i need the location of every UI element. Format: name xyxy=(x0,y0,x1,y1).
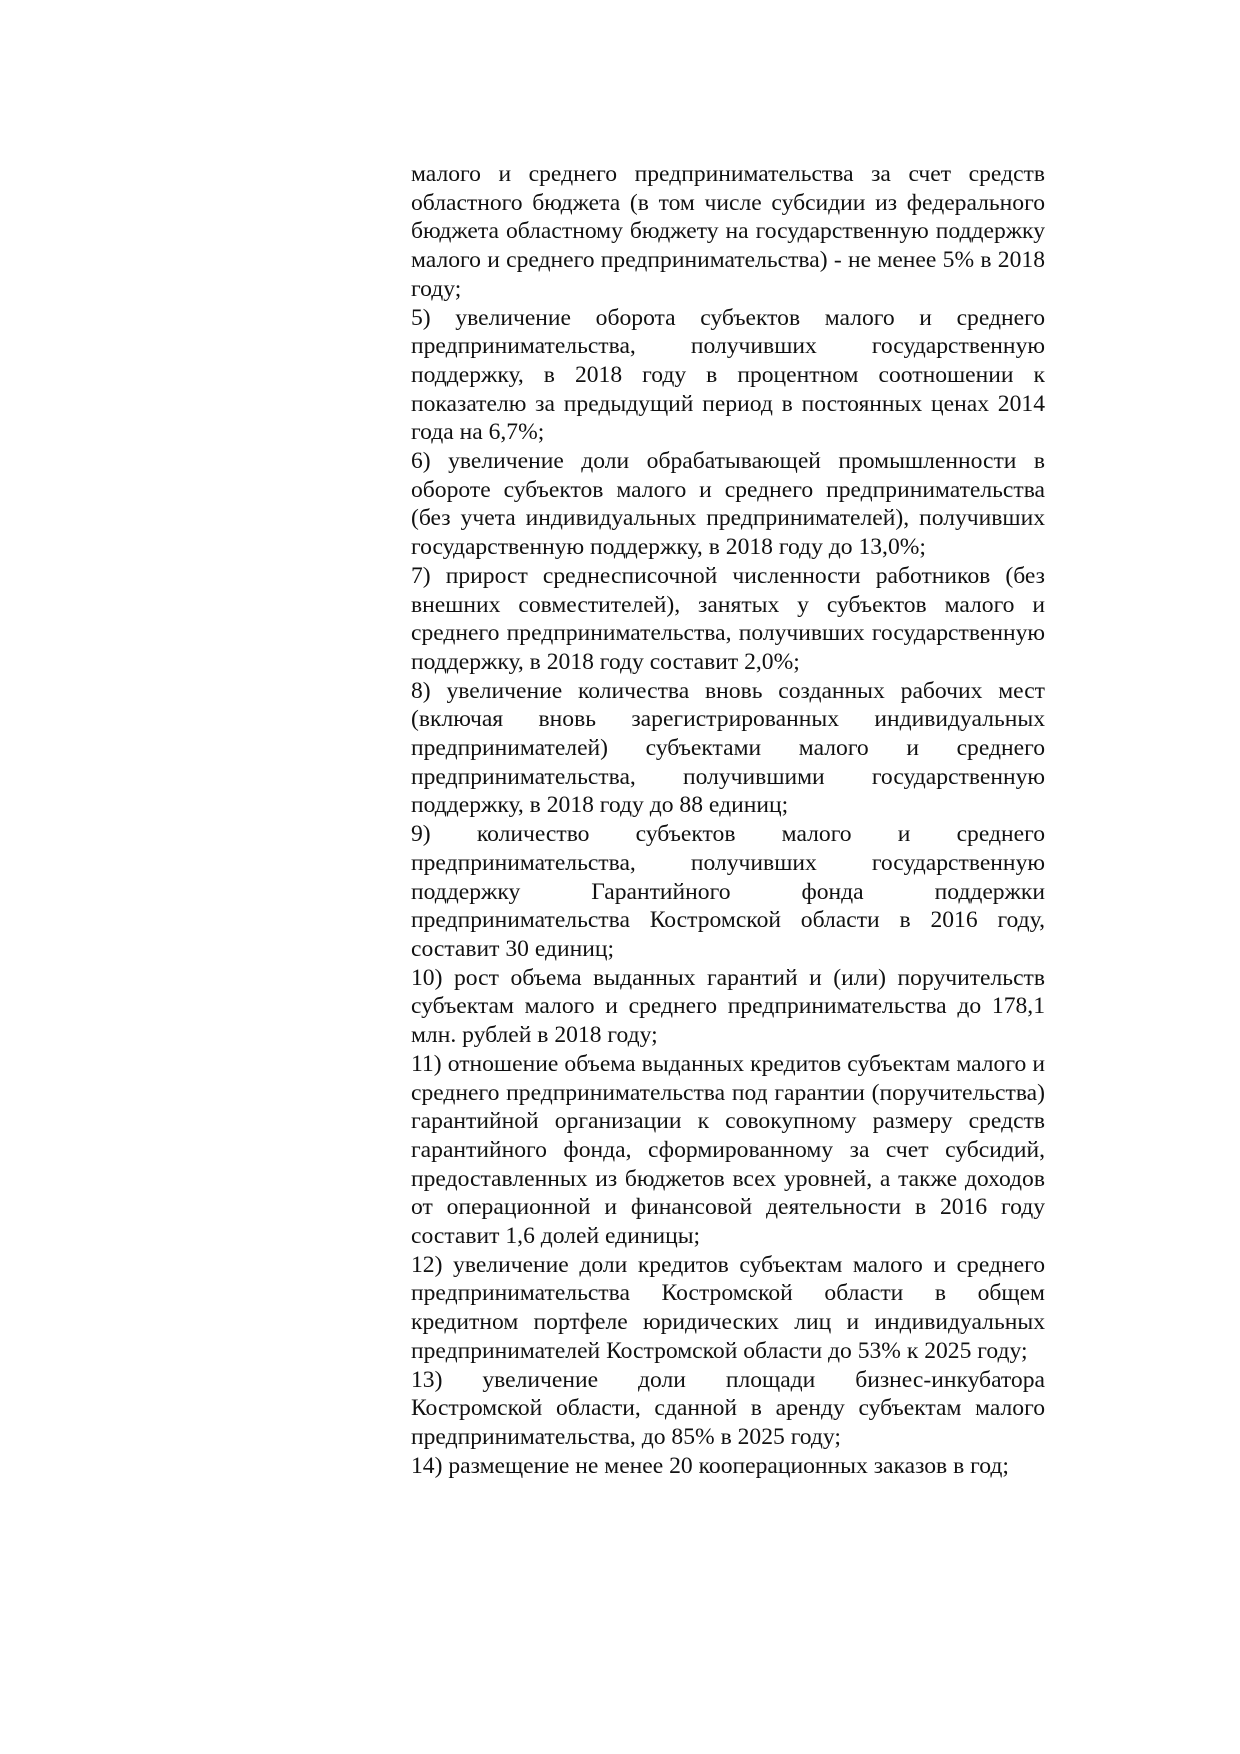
list-item-7: 7) прирост среднесписочной численности работников (без внешних совместителей), занятых у субъектов малого и среднего предпринимательства, получивших государственную поддержку, в 2018 году составит 2,0%; xyxy=(411,562,1045,675)
list-item-9: 9) количество субъектов малого и среднего предпринимательства, получивших государственную поддержку Гарантийного фонда поддержки предпринимательства Костромской области в 2016 году, составит 30 единиц; xyxy=(411,821,1045,962)
list-item-6: 6) увеличение доли обрабатывающей промышленности в обороте субъектов малого и среднего предпринимательства (без учета индивидуальных предпринимателей), получивших государственную поддержку, в 2018 году до 13,0%; xyxy=(411,448,1045,561)
list-item-10: 10) рост объема выданных гарантий и (или) поручительств субъектам малого и среднего предпринимательства до 178,1 млн. рублей в 2018 году; xyxy=(411,964,1045,1049)
text-column xyxy=(411,160,1045,1480)
list-item-12: 12) увеличение доли кредитов субъектам малого и среднего предпринимательства Костромской области в общем кредитном портфеле юридических лиц и индивидуальных предпринимателей Костромской области до 53% к 2025 году; xyxy=(411,1251,1045,1364)
list-item-14: 14) размещение не менее 20 кооперационных заказов в год; xyxy=(411,1452,1009,1479)
list-item-8: 8) увеличение количества вновь созданных рабочих мест (включая вновь зарегистрированных индивидуальных предпринимателей) субъектами малого и среднего предпринимательства, получившими государственную поддержку, в 2018 году до 88 единиц; xyxy=(411,677,1045,819)
list-item-13: 13) увеличение доли площади бизнес-инкубатора Костромской области, сданной в аренду субъектам малого предпринимательства, до 85% в 2025 году; xyxy=(411,1366,1045,1450)
paragraph-continuation: малого и среднего предпринимательства за счет средств областного бюджета (в том числе субсидии из федерального бюджета областному бюджету на государственную поддержку малого и среднего предпринимательства) - не менее 5% в 2018 году; xyxy=(411,161,1045,302)
list-item-11: 11) отношение объема выданных кредитов субъектам малого и среднего предпринимательства под гарантии (поручительства) гарантийной организации к совокупному размеру средств гарантийного фонда, сформированному за счет субсидий, предоставленных из бюджетов всех уровней, а также доходов от операционной и финансовой деятельности в 2016 году составит 1,6 долей единицы; xyxy=(411,1050,1045,1250)
list-item-5: 5) увеличение оборота субъектов малого и среднего предпринимательства, получивших государственную поддержку, в 2018 году в процентном соотношении к показателю за предыдущий период в постоянных ценах 2014 года на 6,7%; xyxy=(411,304,1045,446)
